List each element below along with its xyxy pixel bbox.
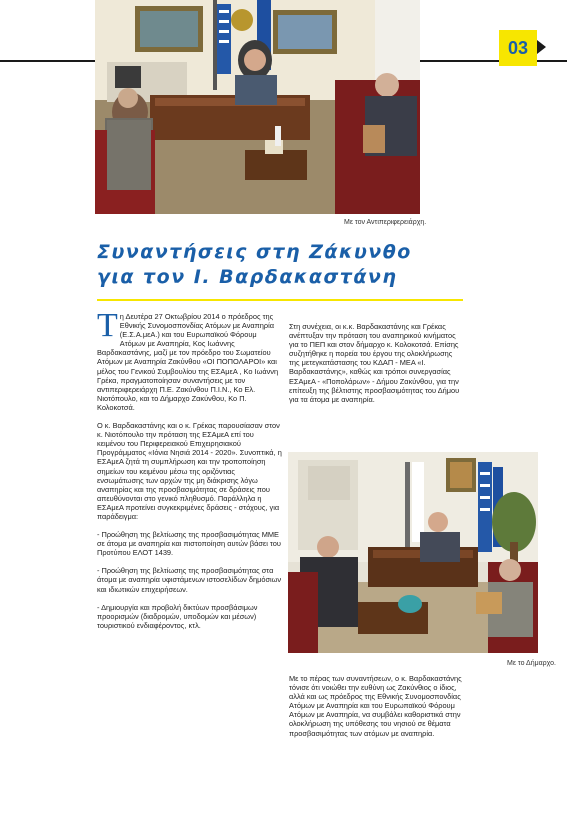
paragraph-intro-text: η Δευτέρα 27 Οκτωβρίου 2014 ο πρόεδρος της Εθνικής Συνομοσπονδίας Ατόμων με Αναπηρία (Ε.Σ.Α.μεΑ.) και του Ευρωπαϊκού Φόρουμ Ατόμων με Αναπηρία, Κος Ιωάννης Βαρδακαστάνης, μαζί με τον πρόεδρο του Σωματείου Ατόμων με Αναπηρία Ζακύνθου «ΟΙ ΠΟΠΟΛΑΡΟΙ» και μέλος του Γενικού Συμβουλίου της ΕΣΑμεΑ , Κο Ιωάννη Γρέκα, πραγματοποίησαν συναντήσεις με τον αντιπεριφερειάρχη Π.Ε. Ζακύνθου Π.Ι.Ν., Κο Ελ. Νιοτόπουλο, και το Δήμαρχο Ζακύνθου, Κο Π. Κολοκοτσά. <box>97 312 279 412</box>
title-line-2: για τον Ι. Βαρδακαστάνη <box>97 266 398 288</box>
page-number-badge <box>499 30 537 66</box>
paragraph-conclusion: Με το πέρας των συναντήσεων, ο κ. Βαρδακαστάνης τόνισε ότι νοιώθει την ευθύνη ως Ζακύνθιος ο ίδιος, αλλά και ως πρόεδρος της Εθνικής Συνομοσπονδίας Ατόμων με Αναπηρία και του Ευρωπαϊκού Φόρουμ Ατόμων με Αναπηρία, να συμβάλει καθοριστικά στην ολοκλήρωση της υπόθεσης του νησιού σε θέματα προσβασιμότητας των ατόμων με αναπηρία. <box>289 674 462 738</box>
article-right-column-top <box>289 322 463 413</box>
page-number: 03 <box>507 37 529 58</box>
photo-top-caption: Με τον Αντιπεριφερειάρχη. <box>344 219 427 226</box>
paragraph-bullet-1: - Προώθηση της βελτίωσης της προσβασιμότητας ΜΜΕ σε άτομα με αναπηρία και πιστοποίηση αυτών βάσει του Προτύπου ΕΛΟΤ 1439. <box>97 530 281 558</box>
drop-cap: Τ <box>97 307 118 344</box>
photo-right-caption: Με το Δήμαρχο. <box>507 660 556 667</box>
paragraph-intro <box>97 307 282 412</box>
article-right-column-bottom <box>289 674 463 747</box>
photo-meeting-mayor <box>288 452 538 653</box>
paragraph-bullet-2: - Προώθηση της βελτίωσης της προσβασιμότητας στα άτομα με αναπηρία υφιστάμενων ιστοσελίδων δημόσιων και ιδιωτικών επιχειρήσεων. <box>97 566 282 594</box>
page-number-arrow-icon <box>537 40 546 54</box>
photo-meeting-vice-governor <box>95 0 420 214</box>
paragraph-bullet-3: - Δημιουργία και προβολή δικτύων προσβάσιμων προορισμών (διαδρομών, υποδομών και μέσων) τουριστικού ενδιαφέροντος, κτλ. <box>97 602 258 630</box>
title-line-1: Συναντήσεις στη Ζάκυνθο <box>97 241 412 263</box>
paragraph-proposal: Ο κ. Βαρδακαστάνης και ο κ. Γρέκας παρουσίασαν στον κ. Νιοτόπουλο την πρόταση της ΕΣΑμεΑ επί του κειμένου του Περιφερειακού Επιχειρησιακού Προγράμματος «Ιόνια Νησιά 2014 - 2020». Συνοπτικά, η ΕΣΑμεΑ ζητά τη συμπλήρωση και την τροποποίηση σημείων του κειμένου μέσω της οριζόντιας ενσωμάτωσης των αρχών της μη διάκρισης λόγω αναπηρίας και της προσβασιμότητας σε δράσεις που απευθύνονται στο γενικό πληθυσμό. Παράλληλα η ΕΣΑμεΑ προτείνει συγκεκριμένες δράσεις - στόχους, για παράδειγμα: <box>97 421 282 521</box>
title-underline <box>97 299 463 301</box>
article-left-column <box>97 307 282 639</box>
article-title <box>97 240 477 290</box>
paragraph-followup: Στη συνέχεια, οι κ.κ. Βαρδακαστάνης και Γρέκας ανέπτυξαν την πρόταση του αναπηρικού κινήματος για το ΠΕΠ και στον δήμαρχο κ. Κολοκοτσά. Επίσης συζητήθηκε η πορεία του έργου της ολοκλήρωσης της μετεγκατάστασης του ΚΔΑΠ - ΜΕΑ «Ι. Βαρδακαστάνης», καθώς και τρόποι συνεργασίας ΕΣΑμεΑ - «Ποπολάρων» - Δήμου Ζακύνθου, για την επίτευξη της βέλτιστης προσβασιμότητας του Δήμου για τα άτομα με αναπηρία. <box>289 322 460 404</box>
